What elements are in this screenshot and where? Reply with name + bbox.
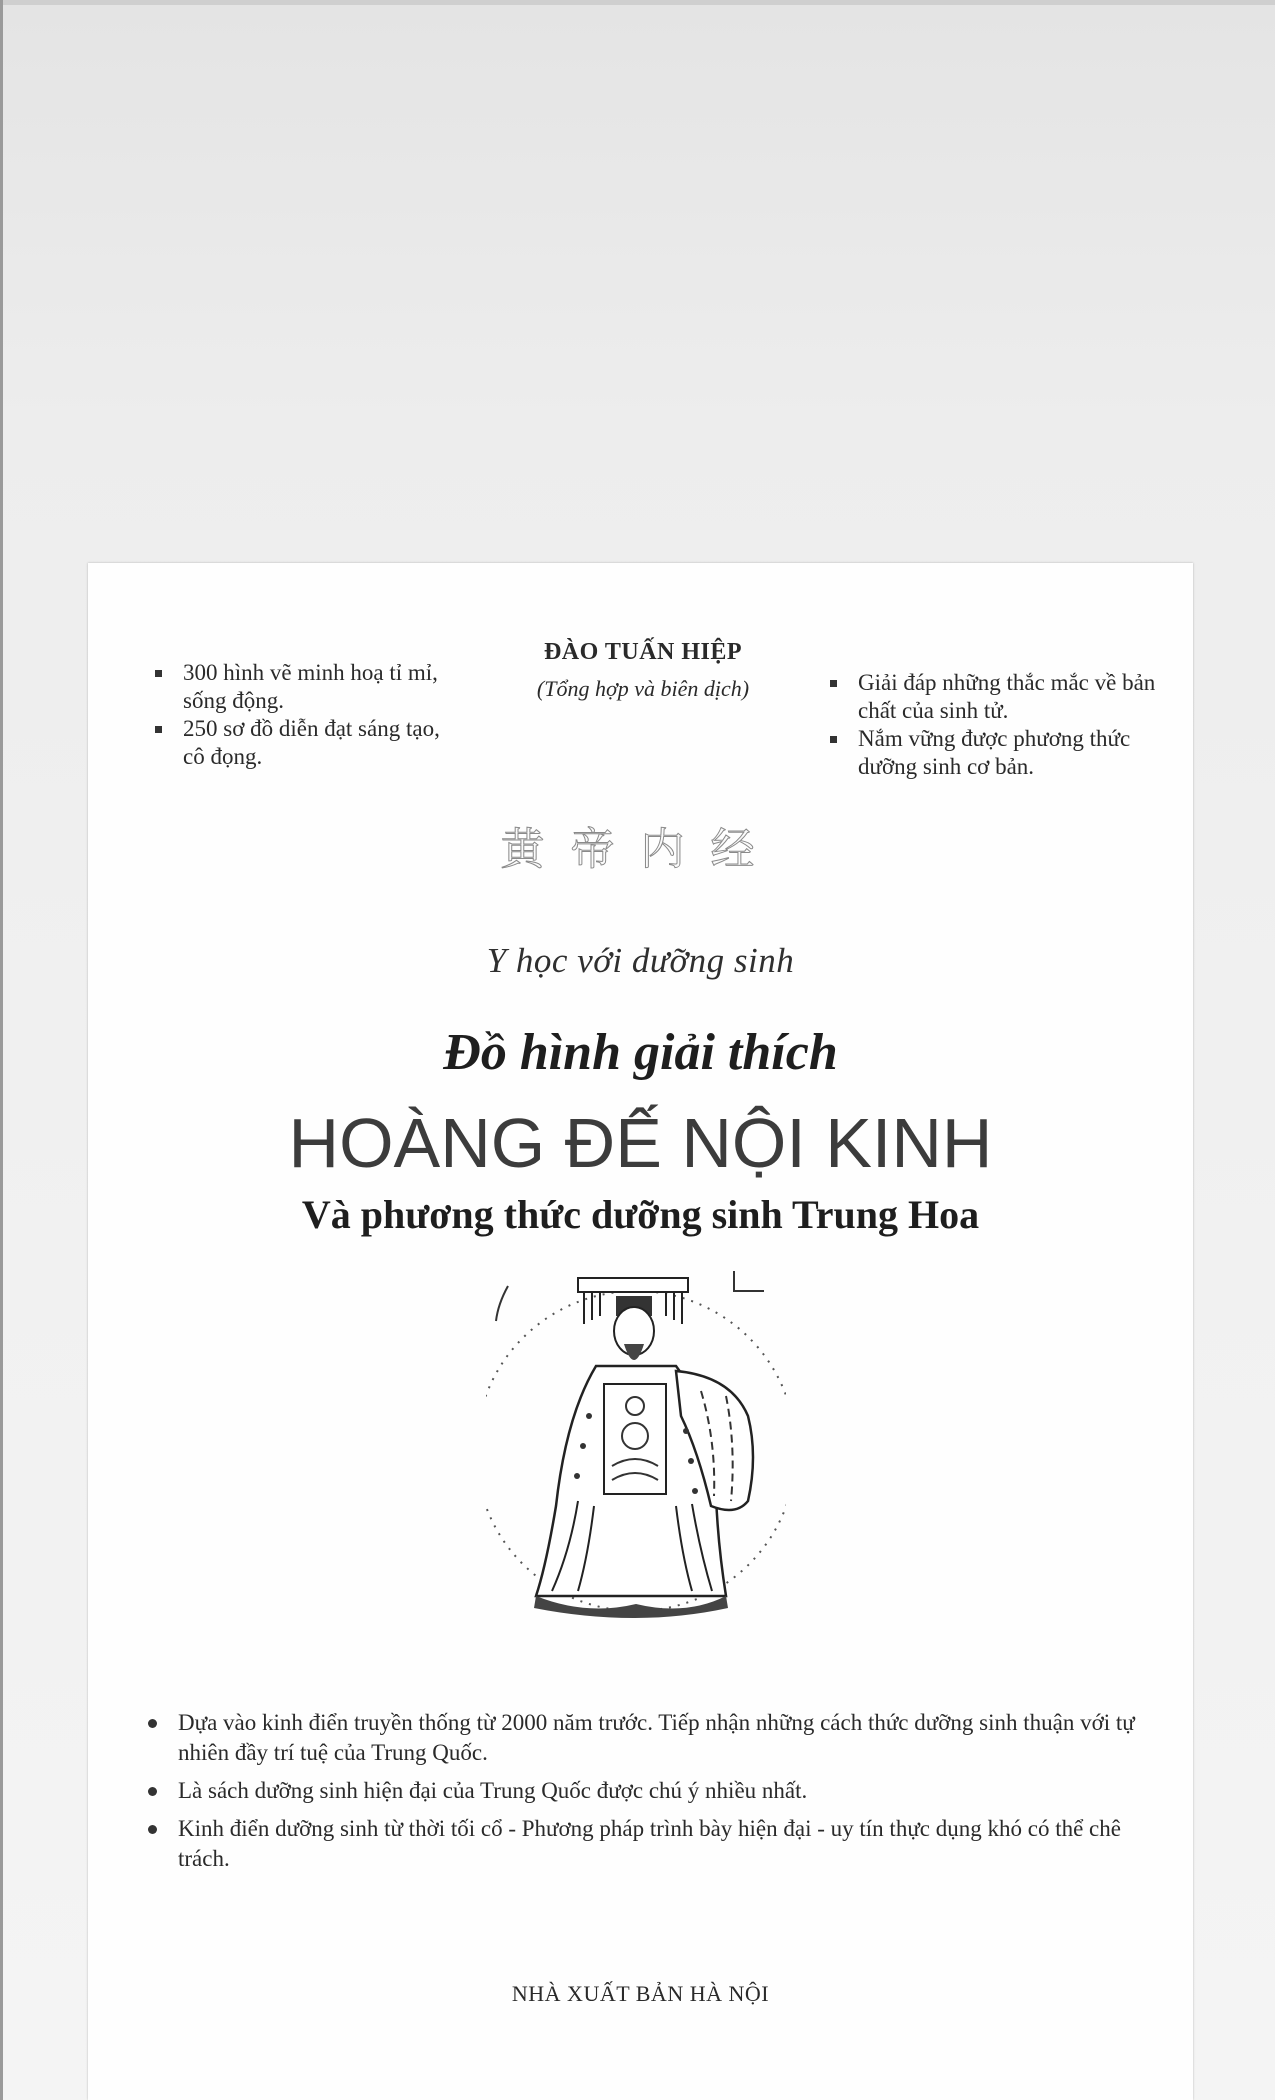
- feature-item: 250 sơ đồ diễn đạt sáng tạo, cô đọng.: [153, 715, 453, 771]
- feature-item: Nắm vững được phương thức dưỡng sinh cơ bản.: [828, 725, 1158, 781]
- emperor-illustration: [486, 1266, 786, 1626]
- author-block: [483, 639, 803, 702]
- author-name: ĐÀO TUẤN HIỆP: [543, 639, 743, 665]
- bullet-item: Dựa vào kinh điển truyền thống từ 2000 năm trước. Tiếp nhận những cách thức dưỡng sinh thuận với tự nhiên đầy trí tuệ của Trung Quốc.: [138, 1708, 1148, 1768]
- bullet-item: Là sách dưỡng sinh hiện đại của Trung Quốc được chú ý nhiều nhất.: [138, 1776, 1148, 1806]
- series-subtitle: Y học với dưỡng sinh: [486, 941, 795, 980]
- features-list-right: [828, 669, 1158, 781]
- script-title: Đồ hình giải thích: [443, 1024, 838, 1081]
- bullet-item: Kinh điển dưỡng sinh từ thời tối cổ - Phương pháp trình bày hiện đại - uy tín thực dụng khó có thể chê trách.: [138, 1814, 1148, 1874]
- scan-top-edge: [0, 0, 1275, 5]
- feature-item: 300 hình vẽ minh hoạ tỉ mỉ, sống động.: [153, 659, 453, 715]
- feature-item: Giải đáp những thắc mắc về bản chất của sinh tử.: [828, 669, 1158, 725]
- main-title: HOÀNG ĐẾ NỘI KINH: [288, 1104, 993, 1182]
- script-subtitle: Và phương thức dưỡng sinh Trung Hoa: [301, 1192, 980, 1237]
- description-bullets: [138, 1708, 1148, 1882]
- author-role: (Tổng hợp và biên dịch): [536, 676, 750, 701]
- book-cover-page: [88, 563, 1193, 2100]
- scan-left-edge: [0, 0, 3, 2100]
- features-list-left: [153, 659, 453, 771]
- publisher-name: NHÀ XUẤT BẢN HÀ NỘI: [511, 1981, 770, 2006]
- chinese-title: 黄帝内经: [500, 824, 781, 875]
